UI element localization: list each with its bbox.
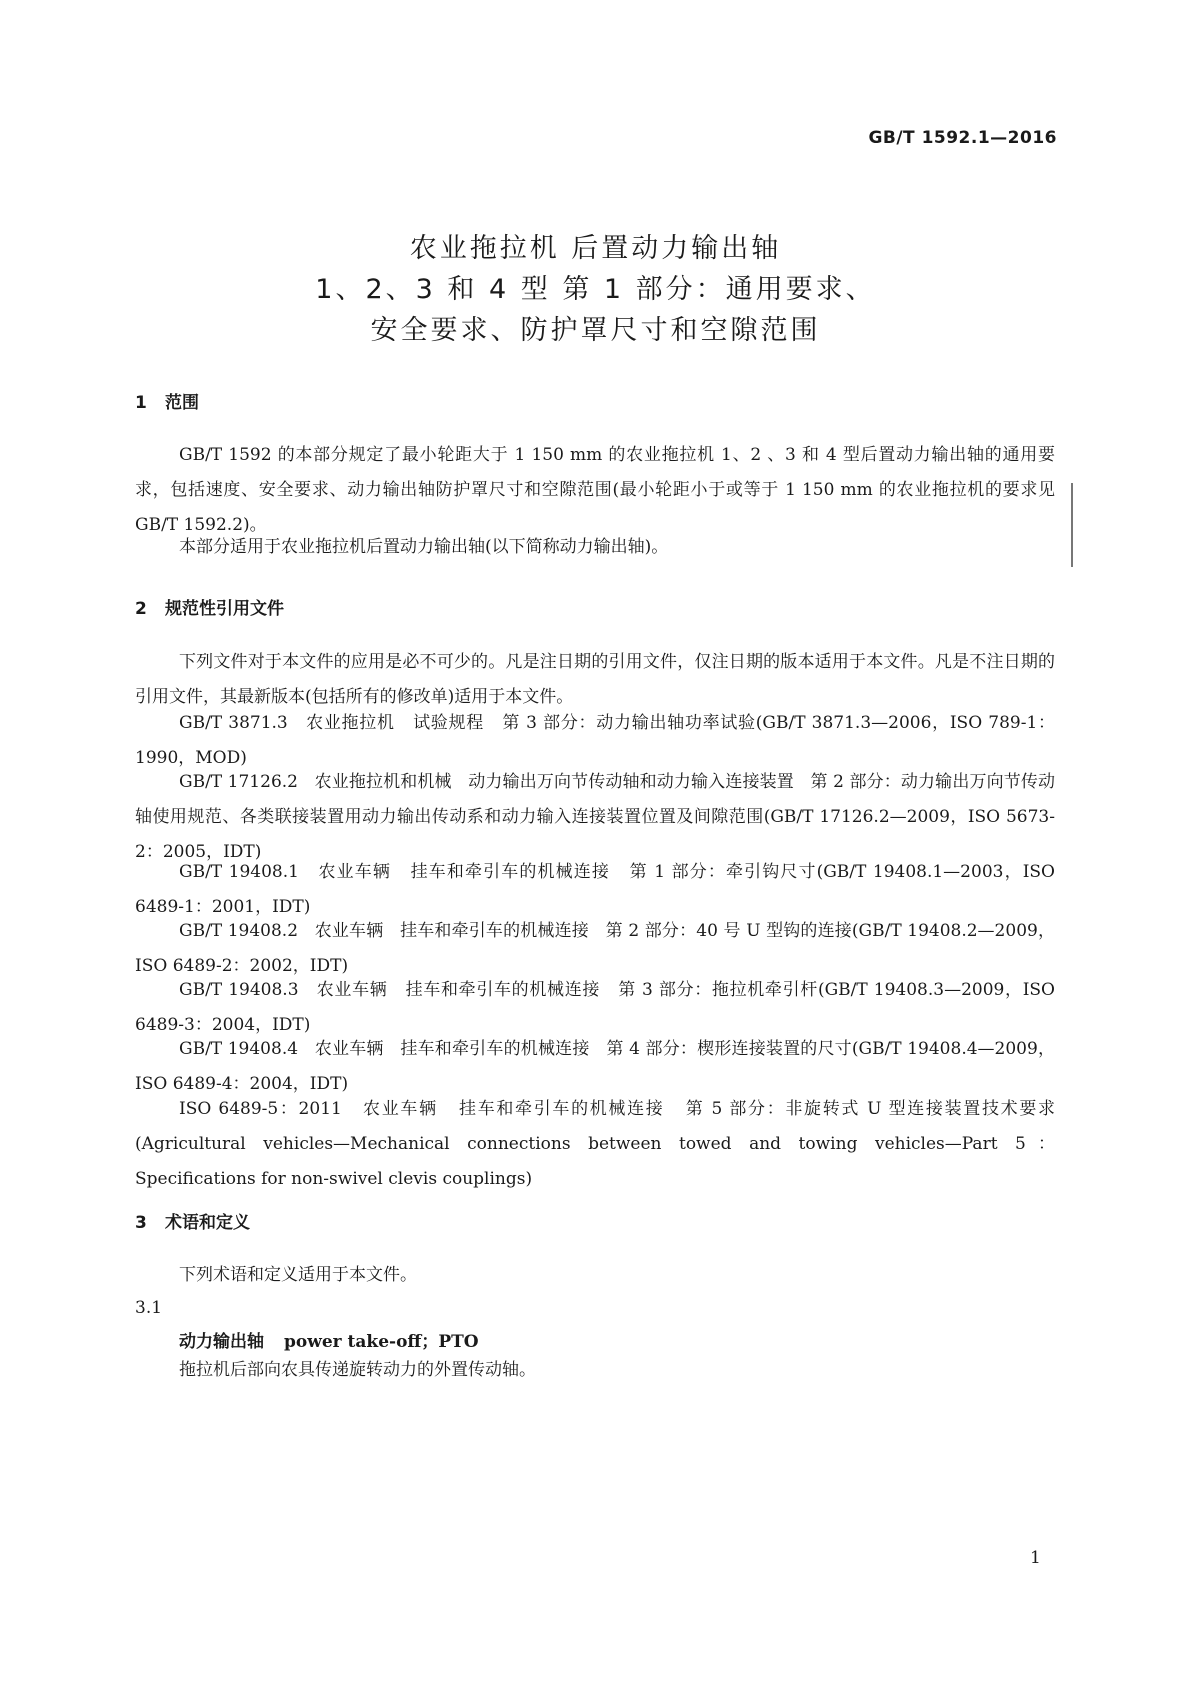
section-3-heading (135, 1208, 250, 1233)
section-1-title: 范围 (165, 393, 199, 413)
reference-item: GB/T 19408.4 农业车辆 挂车和牵引车的机械连接 第 4 部分：楔形连接装置的尺寸(GB/T 19408.4—2009，ISO 6489-4：2004，IDT) (135, 1039, 1055, 1094)
document-code: GB/T 1592.1—2016 (868, 128, 1057, 148)
reference-item: GB/T 3871.3 农业拖拉机 试验规程 第 3 部分：动力输出轴功率试验(GB/T 3871.3—2006，ISO 789-1：1990，MOD) (135, 713, 1055, 768)
title-line-3: 安全要求、防护罩尺寸和空隙范围 (370, 315, 821, 346)
reference-item: GB/T 19408.2 农业车辆 挂车和牵引车的机械连接 第 2 部分：40 号 U 型钩的连接(GB/T 19408.2—2009，ISO 6489-2：2002，IDT) (135, 921, 1055, 976)
title-line-2: 1、2、3 和 4 型 第 1 部分：通用要求、 (315, 274, 876, 305)
section-3-title: 术语和定义 (165, 1213, 250, 1233)
section-1-paragraph-1: GB/T 1592 的本部分规定了最小轮距大于 1 150 mm 的农业拖拉机 1、2 、3 和 4 型后置动力输出轴的通用要求，包括速度、安全要求、动力输出轴防护罩尺寸和空隙范围(最小轮距小于或等于 1 150 mm 的农业拖拉机的要求见 GB/T 1592.2)。 (135, 445, 1061, 535)
change-bar (1071, 483, 1073, 567)
section-2-intro: 下列文件对于本文件的应用是必不可少的。凡是注日期的引用文件，仅注日期的版本适用于本文件。凡是不注日期的引用文件，其最新版本(包括所有的修改单)适用于本文件。 (135, 652, 1055, 707)
section-2-heading (135, 594, 284, 619)
reference-item: GB/T 19408.3 农业车辆 挂车和牵引车的机械连接 第 3 部分：拖拉机牵引杆(GB/T 19408.3—2009，ISO 6489-3：2004，IDT) (135, 980, 1061, 1035)
section-2-title: 规范性引用文件 (165, 599, 284, 619)
reference-item: GB/T 17126.2 农业拖拉机和机械 动力输出万向节传动轴和动力输入连接装置 第 2 部分：动力输出万向节传动轴使用规范、各类联接装置用动力输出传动系和动力输入连接装置位置及间隙范围(GB/T 17126.2—2009，ISO 5673-2：2005，IDT) (135, 772, 1055, 862)
section-3-intro: 下列术语和定义适用于本文件。 (179, 1265, 417, 1285)
term-heading (179, 1327, 479, 1352)
reference-item: GB/T 19408.1 农业车辆 挂车和牵引车的机械连接 第 1 部分：牵引钩尺寸(GB/T 19408.1—2003，ISO 6489-1：2001，IDT) (135, 862, 1061, 917)
section-1-paragraph-2: 本部分适用于农业拖拉机后置动力输出轴(以下简称动力输出轴)。 (179, 537, 669, 557)
term-name-cn: 动力输出轴 (179, 1332, 264, 1352)
term-number: 3.1 (135, 1298, 163, 1318)
document-title (0, 228, 1191, 351)
section-3-number: 3 (135, 1213, 147, 1233)
section-1-heading (135, 388, 199, 413)
title-line-1: 农业拖拉机 后置动力输出轴 (409, 233, 782, 264)
term-definition: 拖拉机后部向农具传递旋转动力的外置传动轴。 (179, 1360, 536, 1380)
section-2-number: 2 (135, 599, 147, 619)
section-1-number: 1 (135, 393, 147, 413)
reference-item: ISO 6489-5：2011 农业车辆 挂车和牵引车的机械连接 第 5 部分：非旋转式 U 型连接装置技术要求(Agricultural vehicles—Mechanical connections between towed and towing vehicles—Part 5：Specifications for non-swivel clevis couplings) (135, 1099, 1055, 1189)
term-name-en: power take-off；PTO (284, 1332, 479, 1352)
page-number: 1 (1030, 1548, 1041, 1568)
